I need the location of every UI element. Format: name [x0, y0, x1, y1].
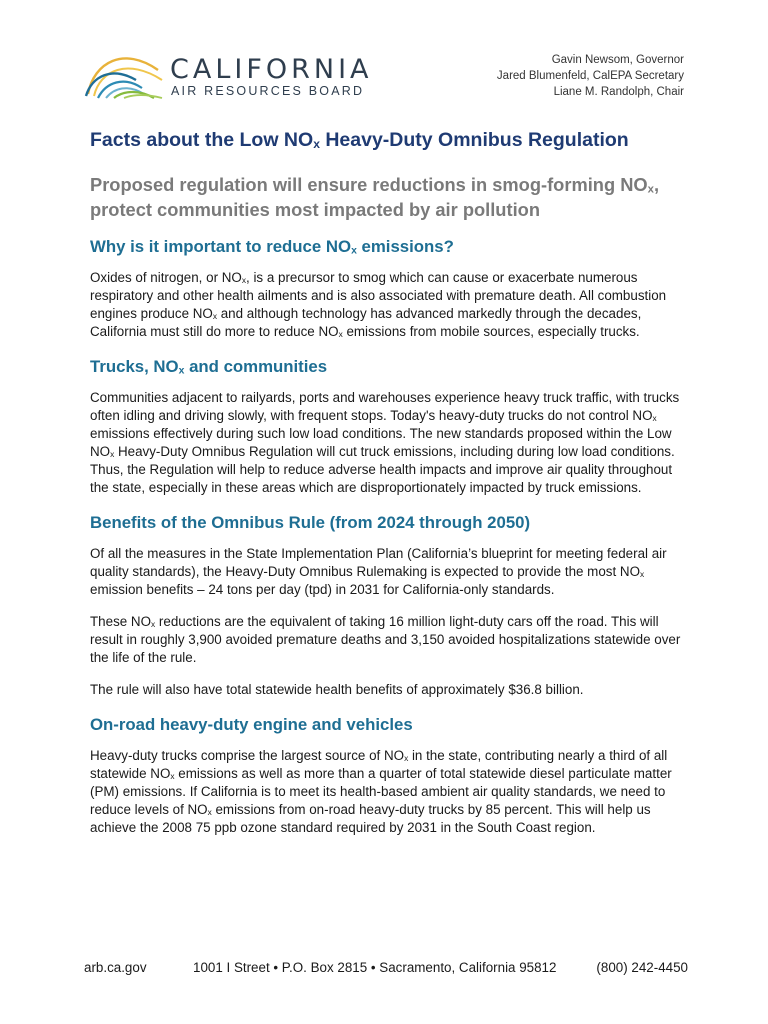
footer-website-link[interactable]: arb.ca.gov — [84, 960, 147, 975]
section-paragraph: Communities adjacent to railyards, ports and warehouses experience heavy truck traffic, with trucks often idling and driving slowly, with frequent stops. Today's heavy-duty trucks do not control NOx emissions effectively during such low load conditions. The new standards proposed within the Low NOx Heavy-Duty Omnibus Regulation will cut truck emissions, including during low load conditions. Thus, the Regulation will help to reduce adverse health impacts and improve air quality throughout the state, especially in these areas which are disproportionately impacted by truck emissions. — [90, 390, 680, 495]
carb-logo[interactable] — [84, 44, 374, 100]
section-heading-on-road: On-road heavy-duty engine and vehicles — [90, 715, 413, 734]
official-calepa-secretary: Jared Blumenfeld, CalEPA Secretary — [496, 70, 684, 82]
section-paragraph: The rule will also have total statewide health benefits of approximately $36.8 billion. — [90, 682, 584, 697]
arcs-logo-icon — [84, 44, 168, 100]
page-title: Facts about the Low NOx Heavy-Duty Omnibus Regulation — [90, 129, 629, 151]
footer-phone[interactable]: (800) 242-4450 — [596, 960, 688, 975]
official-chair: Liane M. Randolph, Chair — [553, 86, 684, 98]
official-governor: Gavin Newsom, Governor — [551, 54, 684, 66]
document-body — [90, 126, 692, 851]
section-paragraph: These NOx reductions are the equivalent of taking 16 million light-duty cars off the road. This will result in roughly 3,900 avoided premature deaths and 3,150 avoided hospitalizations statewide over the life of the rule. — [90, 614, 681, 665]
section-paragraph: Of all the measures in the State Implementation Plan (California’s blueprint for meeting federal air quality standards), the Heavy-Duty Omnibus Rulemaking is expected to provide the most NOx emission benefits – 24 tons per day (tpd) in 2031 for California-only standards. — [90, 546, 667, 597]
section-heading-why-reduce: Why is it important to reduce NOx emissions? — [90, 237, 454, 257]
footer-address: 1001 I Street • P.O. Box 2815 • Sacramento, California 95812 — [193, 960, 557, 975]
page-subtitle: Proposed regulation will ensure reductions in smog-forming NOx, protect communities most impacted by air pollution — [90, 174, 660, 220]
section-paragraph: Oxides of nitrogen, or NOx, is a precursor to smog which can cause or exacerbate numerous respiratory and other health ailments and is also associated with premature death. All combustion engines produce NOx and although technology has advanced markedly through the decades, California must still do more to reduce NOx emissions from mobile sources, especially trucks. — [90, 270, 667, 340]
page-header — [84, 44, 684, 104]
logo-title: CALIFORNIA — [170, 54, 373, 85]
officials-list — [497, 52, 684, 100]
section-heading-benefits: Benefits of the Omnibus Rule (from 2024 through 2050) — [90, 513, 531, 532]
section-paragraph: Heavy-duty trucks comprise the largest source of NOx in the state, contributing nearly a third of all statewide NOx emissions as well as more than a quarter of total statewide diesel particulate matter (PM) emissions. If California is to meet its health-based ambient air quality standards, we need to reduce levels of NOx emissions from on-road heavy-duty trucks by 85 percent. This will help us achieve the 2008 75 ppb ozone standard required by 2031 in the South Coast region. — [90, 748, 672, 835]
logo-subtitle: AIR RESOURCES BOARD — [171, 84, 365, 98]
section-heading-trucks-communities: Trucks, NOx and communities — [90, 357, 328, 377]
